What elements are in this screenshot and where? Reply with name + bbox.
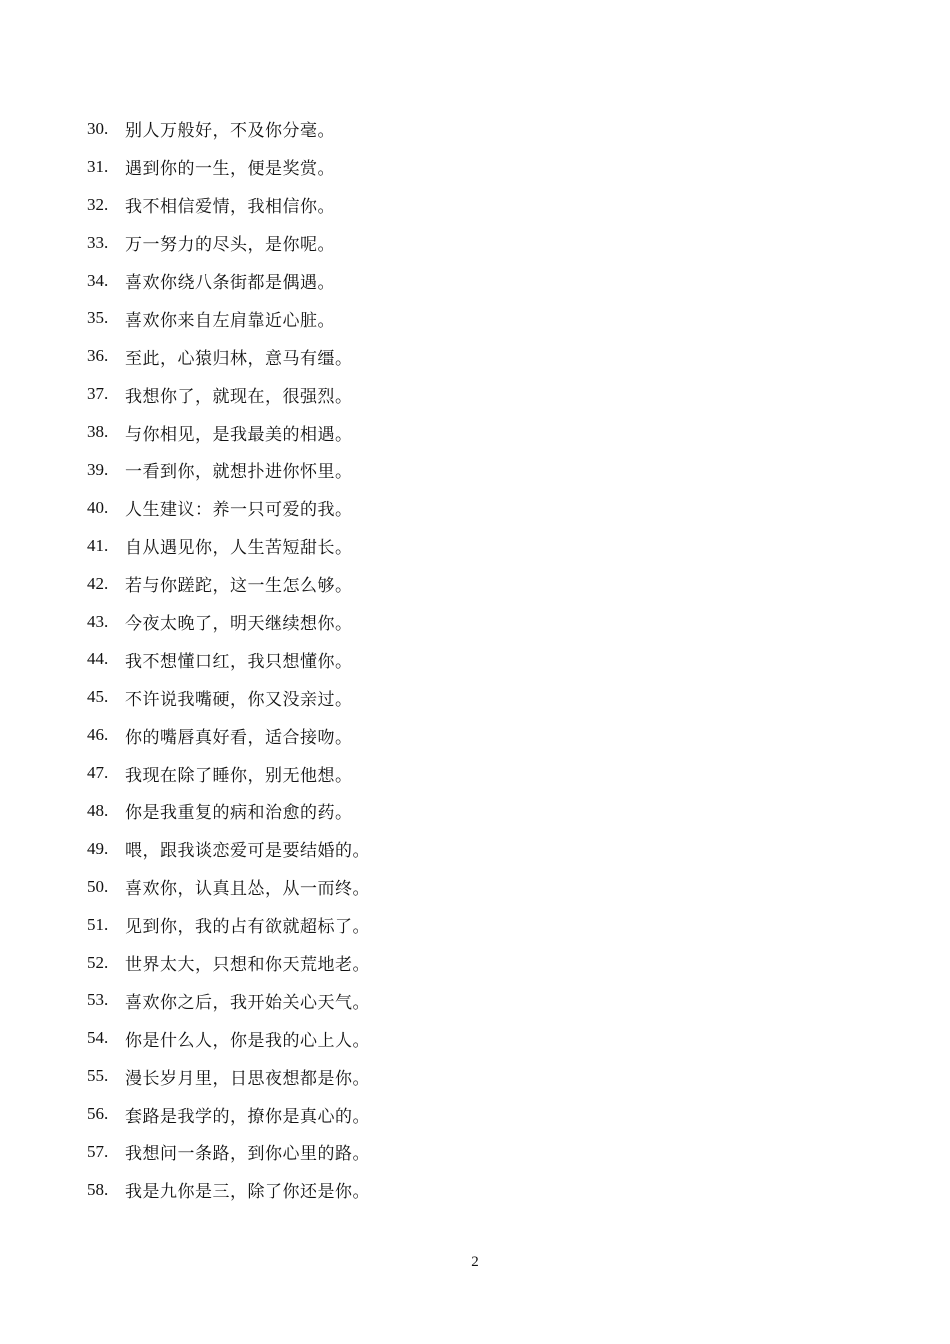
item-number: 56. (87, 1104, 109, 1124)
list-item (87, 603, 370, 641)
item-number: 35. (87, 308, 109, 328)
item-text: 世界太大，只想和你天荒地老。 (125, 955, 370, 976)
item-number: 42. (87, 573, 109, 593)
list-item (87, 1095, 370, 1133)
item-number: 41. (87, 535, 109, 555)
item-number: 43. (87, 611, 109, 631)
item-number: 52. (87, 952, 109, 972)
list-item (87, 262, 370, 300)
item-text: 若与你蹉跎，这一生怎么够。 (125, 576, 353, 597)
item-number: 53. (87, 990, 109, 1010)
list-item (87, 754, 370, 792)
item-number: 33. (87, 232, 109, 252)
item-text: 喜欢你来自左肩靠近心脏。 (125, 310, 335, 331)
list-item (87, 337, 370, 375)
item-number: 57. (87, 1141, 109, 1161)
list-item (87, 110, 370, 148)
item-number: 37. (87, 384, 109, 404)
item-text: 你是什么人，你是我的心上人。 (125, 1030, 370, 1051)
list-item (87, 1057, 370, 1095)
item-text: 我现在除了睡你，别无他想。 (125, 765, 353, 786)
item-text: 我想问一条路，到你心里的路。 (125, 1144, 370, 1165)
item-number: 45. (87, 687, 109, 707)
item-number: 32. (87, 194, 109, 214)
list-item (87, 224, 370, 262)
item-number: 38. (87, 422, 109, 442)
item-text: 一看到你，就想扑进你怀里。 (125, 462, 353, 483)
list-item (87, 186, 370, 224)
item-number: 31. (87, 156, 109, 176)
list-item (87, 1019, 370, 1057)
item-text: 别人万般好，不及你分毫。 (125, 121, 335, 142)
item-number: 34. (87, 270, 109, 290)
item-number: 40. (87, 497, 109, 517)
page-number: 2 (471, 1254, 479, 1270)
item-text: 喜欢你绕八条街都是偶遇。 (125, 273, 335, 293)
item-text: 喂，跟我谈恋爱可是要结婚的。 (125, 841, 370, 862)
item-text: 漫长岁月里，日思夜想都是你。 (125, 1068, 370, 1089)
item-text: 今夜太晚了，明天继续想你。 (125, 614, 353, 635)
item-number: 39. (87, 459, 109, 479)
list-item (87, 792, 370, 830)
list-item (87, 527, 370, 565)
item-text: 见到你，我的占有欲就超标了。 (125, 917, 370, 938)
item-text: 我是九你是三，除了你还是你。 (125, 1182, 370, 1203)
item-number: 36. (87, 346, 109, 366)
list-item (87, 413, 370, 451)
item-text: 与你相见，是我最美的相遇。 (125, 424, 353, 445)
item-number: 48. (87, 800, 109, 820)
item-text: 你是我重复的病和治愈的药。 (125, 803, 353, 824)
item-text: 你的嘴唇真好看，适合接吻。 (125, 727, 353, 748)
list-item (87, 375, 370, 413)
item-text: 自从遇见你，人生苦短甜长。 (125, 538, 353, 559)
item-text: 万一努力的尽头，是你呢。 (125, 235, 335, 256)
list-item (87, 716, 370, 754)
item-number: 49. (87, 838, 109, 858)
list-item (87, 1171, 370, 1209)
list-item (87, 565, 370, 603)
list-item (87, 678, 370, 716)
item-number: 54. (87, 1028, 109, 1048)
item-number: 47. (87, 763, 109, 783)
list-item (87, 944, 370, 982)
item-text: 我想你了，就现在，很强烈。 (125, 386, 353, 407)
item-number: 55. (87, 1066, 109, 1086)
list-item (87, 489, 370, 527)
list-item (87, 830, 370, 868)
list-item (87, 906, 370, 944)
list-item (87, 299, 370, 337)
list-item (87, 451, 370, 489)
item-text: 我不想懂口红，我只想懂你。 (125, 651, 353, 672)
item-number: 51. (87, 914, 109, 934)
item-number: 58. (87, 1179, 109, 1199)
item-text: 人生建议：养一只可爱的我。 (125, 500, 353, 521)
item-text: 套路是我学的，撩你是真心的。 (125, 1106, 370, 1127)
list-item (87, 1133, 370, 1171)
item-text: 至此，心猿归林，意马有缰。 (125, 348, 353, 369)
item-text: 我不相信爱情，我相信你。 (125, 197, 335, 218)
item-text: 不许说我嘴硬，你又没亲过。 (125, 689, 353, 710)
item-text: 遇到你的一生，便是奖赏。 (125, 159, 335, 180)
item-number: 50. (87, 876, 109, 896)
item-text: 喜欢你，认真且怂，从一而终。 (125, 879, 370, 900)
item-number: 44. (87, 649, 109, 669)
list-item (87, 868, 370, 906)
quote-list (87, 110, 370, 1209)
list-item (87, 640, 370, 678)
item-number: 46. (87, 725, 109, 745)
item-number: 30. (87, 118, 109, 138)
list-item (87, 148, 370, 186)
list-item (87, 981, 370, 1019)
item-text: 喜欢你之后，我开始关心天气。 (125, 992, 370, 1013)
